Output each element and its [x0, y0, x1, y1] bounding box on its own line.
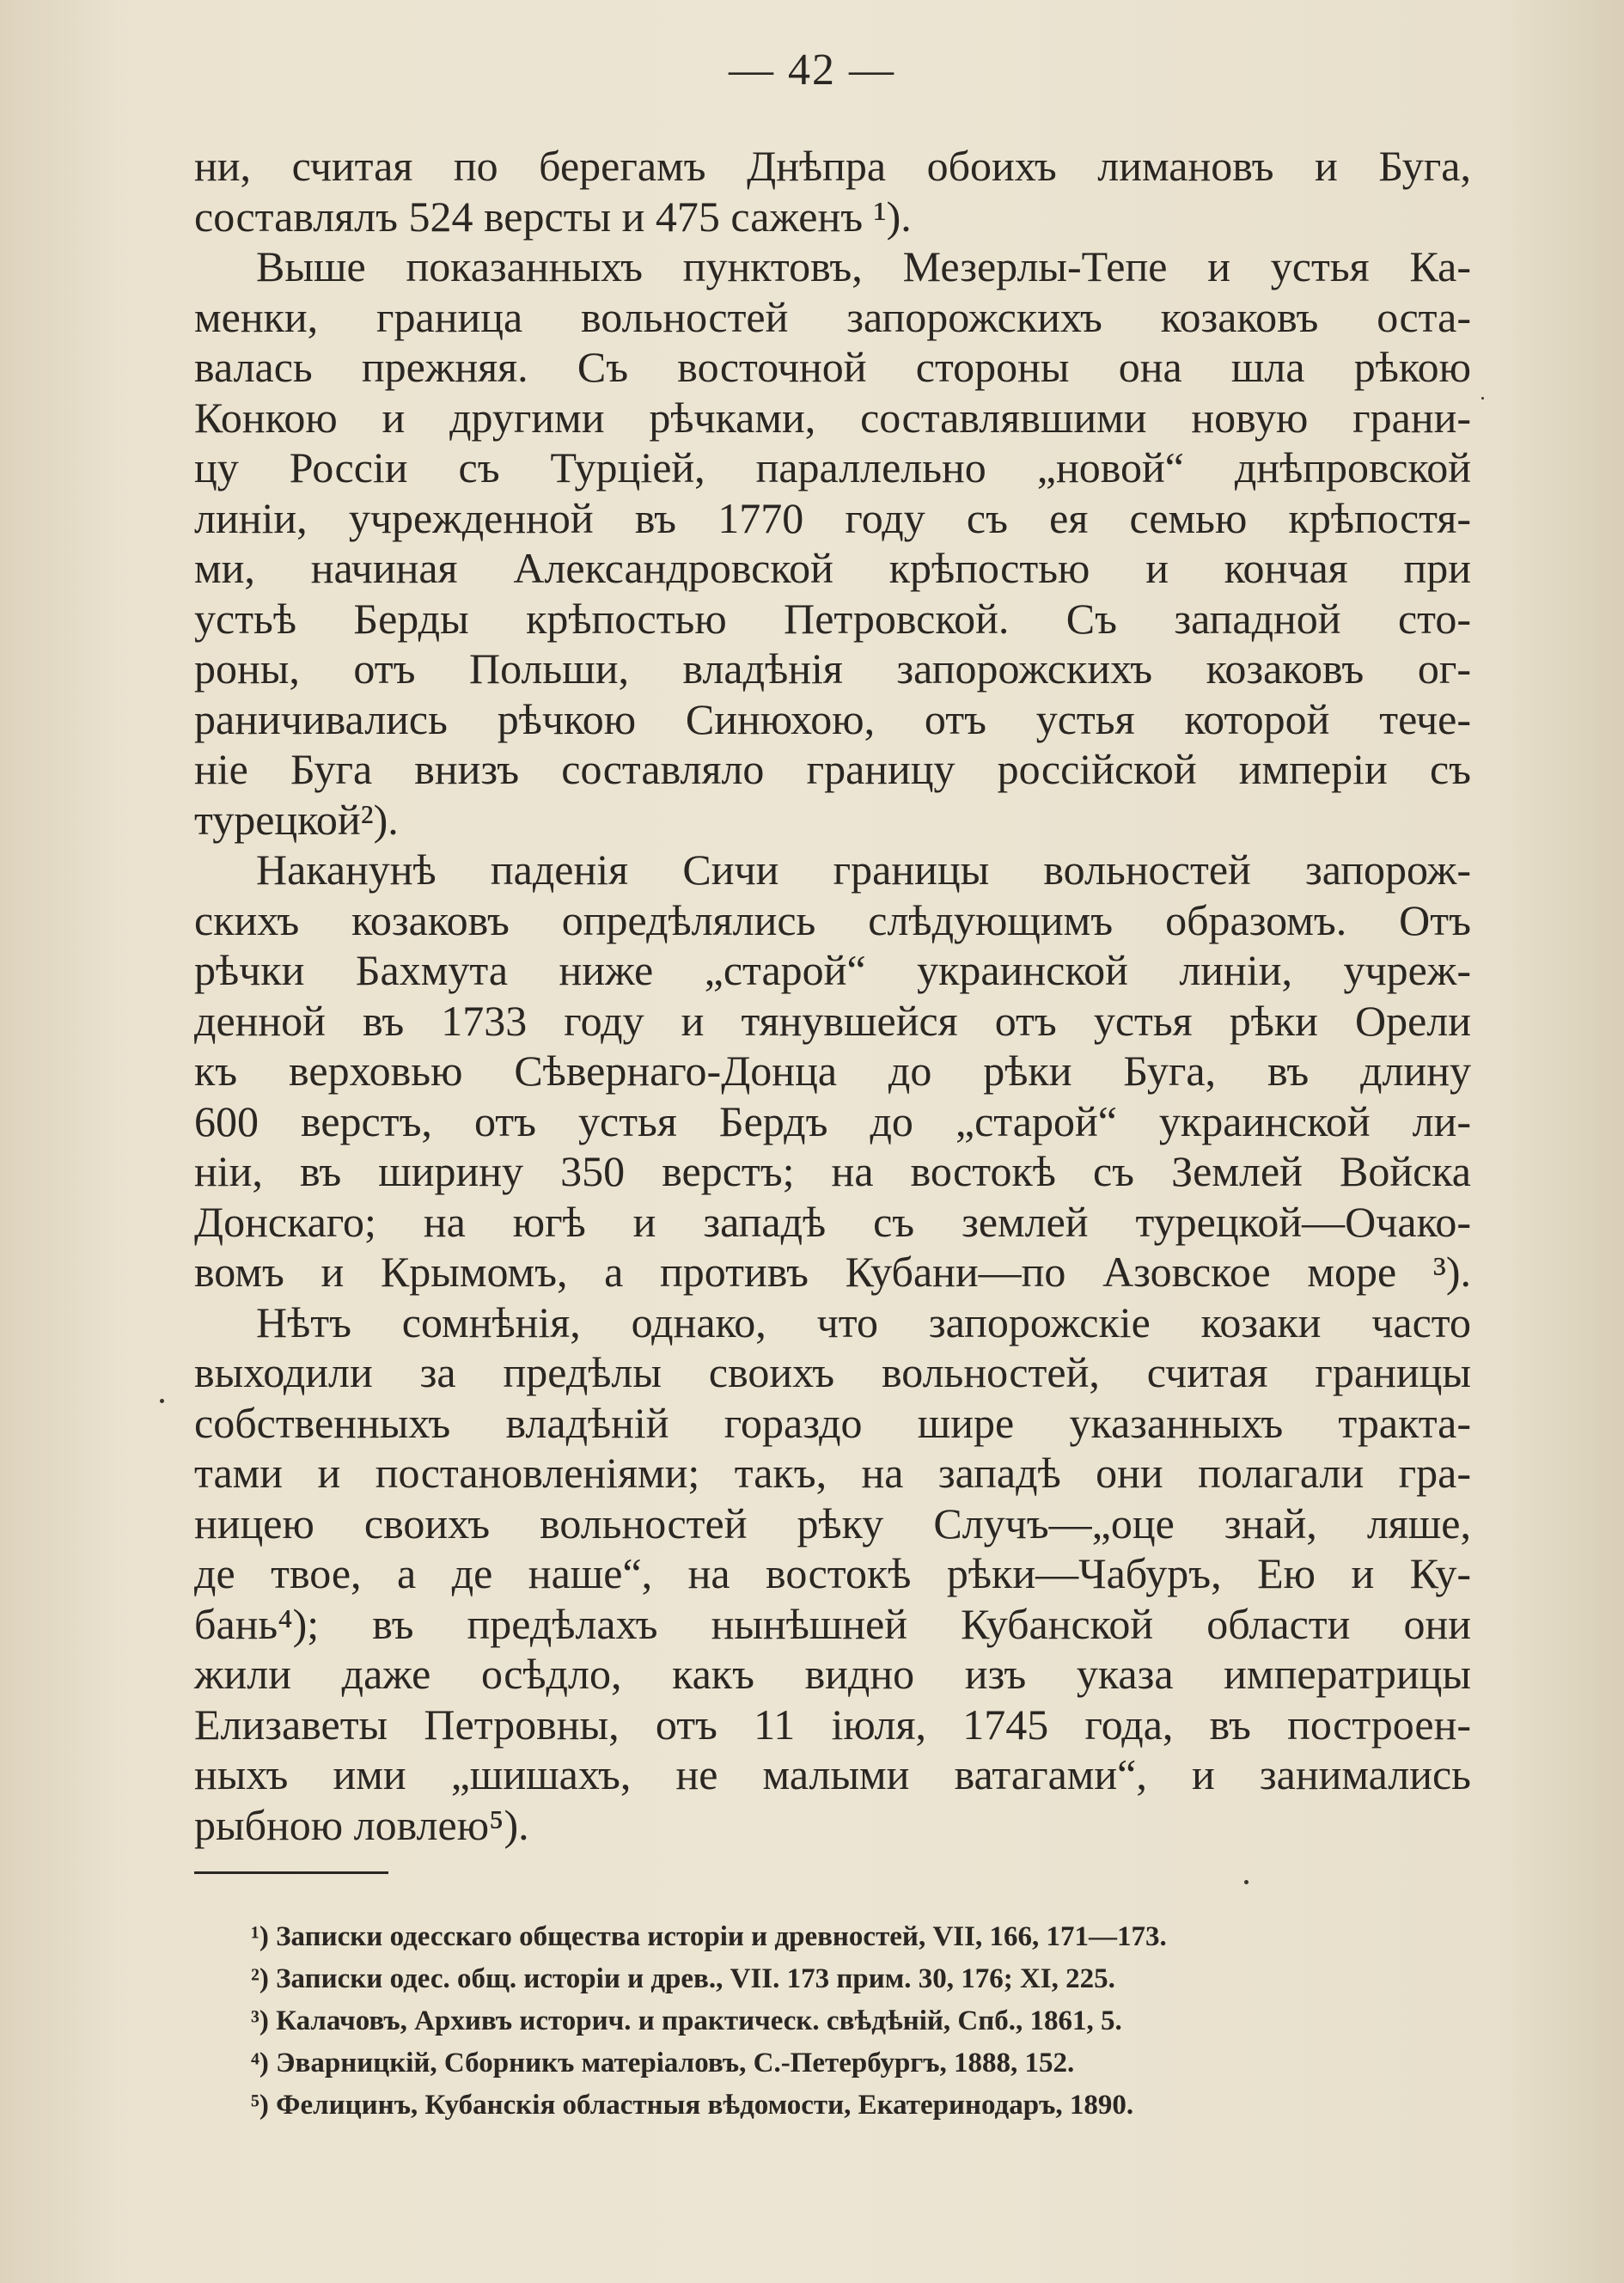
text-line: Донскаго; на югѣ и западѣ съ землей турецкой—Очако-	[194, 1197, 1471, 1246]
text-line: нiи, въ ширину 350 верстъ; на востокѣ съ Землей Войска	[194, 1147, 1471, 1195]
text-line: цу Россiи съ Турцiей, параллельно „новой“ днѣпровской	[194, 443, 1471, 491]
text-line: скихъ козаковъ опредѣлялись слѣдующимъ образомъ. Отъ	[194, 895, 1471, 944]
text-line: бань⁴); въ предѣлахъ нынѣшней Кубанской области они	[194, 1599, 1471, 1648]
text-line: менки, граница вольностей запорожскихъ козаковъ оста-	[194, 292, 1471, 341]
text-line: ни, считая по берегамъ Днѣпра обоихъ лимановъ и Буга,	[194, 142, 1471, 190]
text-line: ми, начиная Александровской крѣпостью и кончая при	[194, 544, 1471, 592]
text-line: Конкою и другими рѣчками, составлявшими новую грани-	[194, 393, 1471, 442]
text-line: устьѣ Берды крѣпостью Петровской. Съ западной сто-	[194, 594, 1471, 643]
text-line: Елизаветы Петровны, отъ 11 iюля, 1745 года, въ построен-	[194, 1700, 1471, 1749]
text-line: выходили за предѣлы своихъ вольностей, считая границы	[194, 1348, 1471, 1396]
footnote: ²) Записки одес. общ. исторiи и древ., VII. 173 прим. 30, 176; XI, 225.	[251, 1963, 1115, 1994]
text-line: Наканунѣ паденiя Сичи границы вольностей запорож-	[256, 845, 1471, 894]
text-line: тами и постановленiями; такъ, на западѣ они полагали гра-	[194, 1449, 1471, 1497]
body-text	[194, 141, 1471, 1850]
footnote: ⁵) Фелицинъ, Кубанскiя областныя вѣдомости, Екатеринодаръ, 1890.	[251, 2090, 1134, 2121]
text-line: ныхъ ими „шишахъ, не малыми ватагами“, и занимались	[194, 1750, 1471, 1798]
text-line: рыбною ловлею⁵).	[194, 1800, 529, 1849]
footnote: ³) Калачовъ, Архивъ историч. и практическ. свѣдѣнiй, Спб., 1861, 5.	[251, 2005, 1122, 2036]
text-line: ницею своихъ вольностей рѣку Случъ—„оце знай, ляше,	[194, 1499, 1471, 1547]
scan-speck	[1244, 1880, 1249, 1884]
text-line: Нѣтъ сомнѣнiя, однако, что запорожскiе козаки часто	[256, 1297, 1471, 1346]
text-line: рѣчки Бахмута ниже „старой“ украинской линiи, учреж-	[194, 946, 1471, 994]
text-line: къ верховью Сѣвернаго-Донца до рѣки Буга, въ длину	[194, 1047, 1471, 1095]
text-line: турецкой²).	[194, 795, 399, 844]
footnote: ⁴) Эварницкiй, Сборникъ матерiаловъ, С.-Петербургъ, 1888, 152.	[251, 2048, 1075, 2079]
text-line: собственныхъ владѣнiй гораздо шире указанныхъ тракта-	[194, 1398, 1471, 1447]
text-line: жили даже осѣдло, какъ видно изъ указа императрицы	[194, 1650, 1471, 1698]
text-line: составлялъ 524 версты и 475 саженъ ¹).	[194, 192, 912, 241]
text-line: раничивались рѣчкою Синюхою, отъ устья которой тече-	[194, 694, 1471, 743]
footnote: ¹) Записки одесскаго общества исторiи и древностей, VII, 166, 171—173.	[251, 1921, 1167, 1952]
text-line: роны, отъ Польши, владѣнiя запорожскихъ козаковъ ог-	[194, 644, 1471, 693]
scan-speck	[1481, 397, 1484, 400]
text-line: де твое, а де наше“, на востокѣ рѣки—Чабуръ, Ею и Ку-	[194, 1549, 1471, 1597]
footnote-separator	[194, 1871, 388, 1874]
scan-speck	[160, 1399, 164, 1403]
text-line: 600 верстъ, отъ устья Бердъ до „старой“ украинской ли-	[194, 1096, 1471, 1145]
text-line: нiе Буга внизъ составляло границу россiйской имперiи съ	[194, 745, 1471, 793]
text-line: валась прежняя. Съ восточной стороны она шла рѣкою	[194, 343, 1471, 391]
page-number: — 42 —	[729, 46, 895, 95]
footnotes	[251, 1916, 1471, 2127]
text-line: денной въ 1733 году и тянувшейся отъ устья рѣки Орели	[194, 996, 1471, 1045]
text-line: вомъ и Крымомъ, а противъ Кубани—по Азовское море ³).	[194, 1248, 1471, 1296]
text-line: линiи, учрежденной въ 1770 году съ ея семью крѣпостя-	[194, 493, 1471, 542]
text-line: Выше показанныхъ пунктовъ, Мезерлы-Тепе и устья Ка-	[256, 242, 1471, 290]
